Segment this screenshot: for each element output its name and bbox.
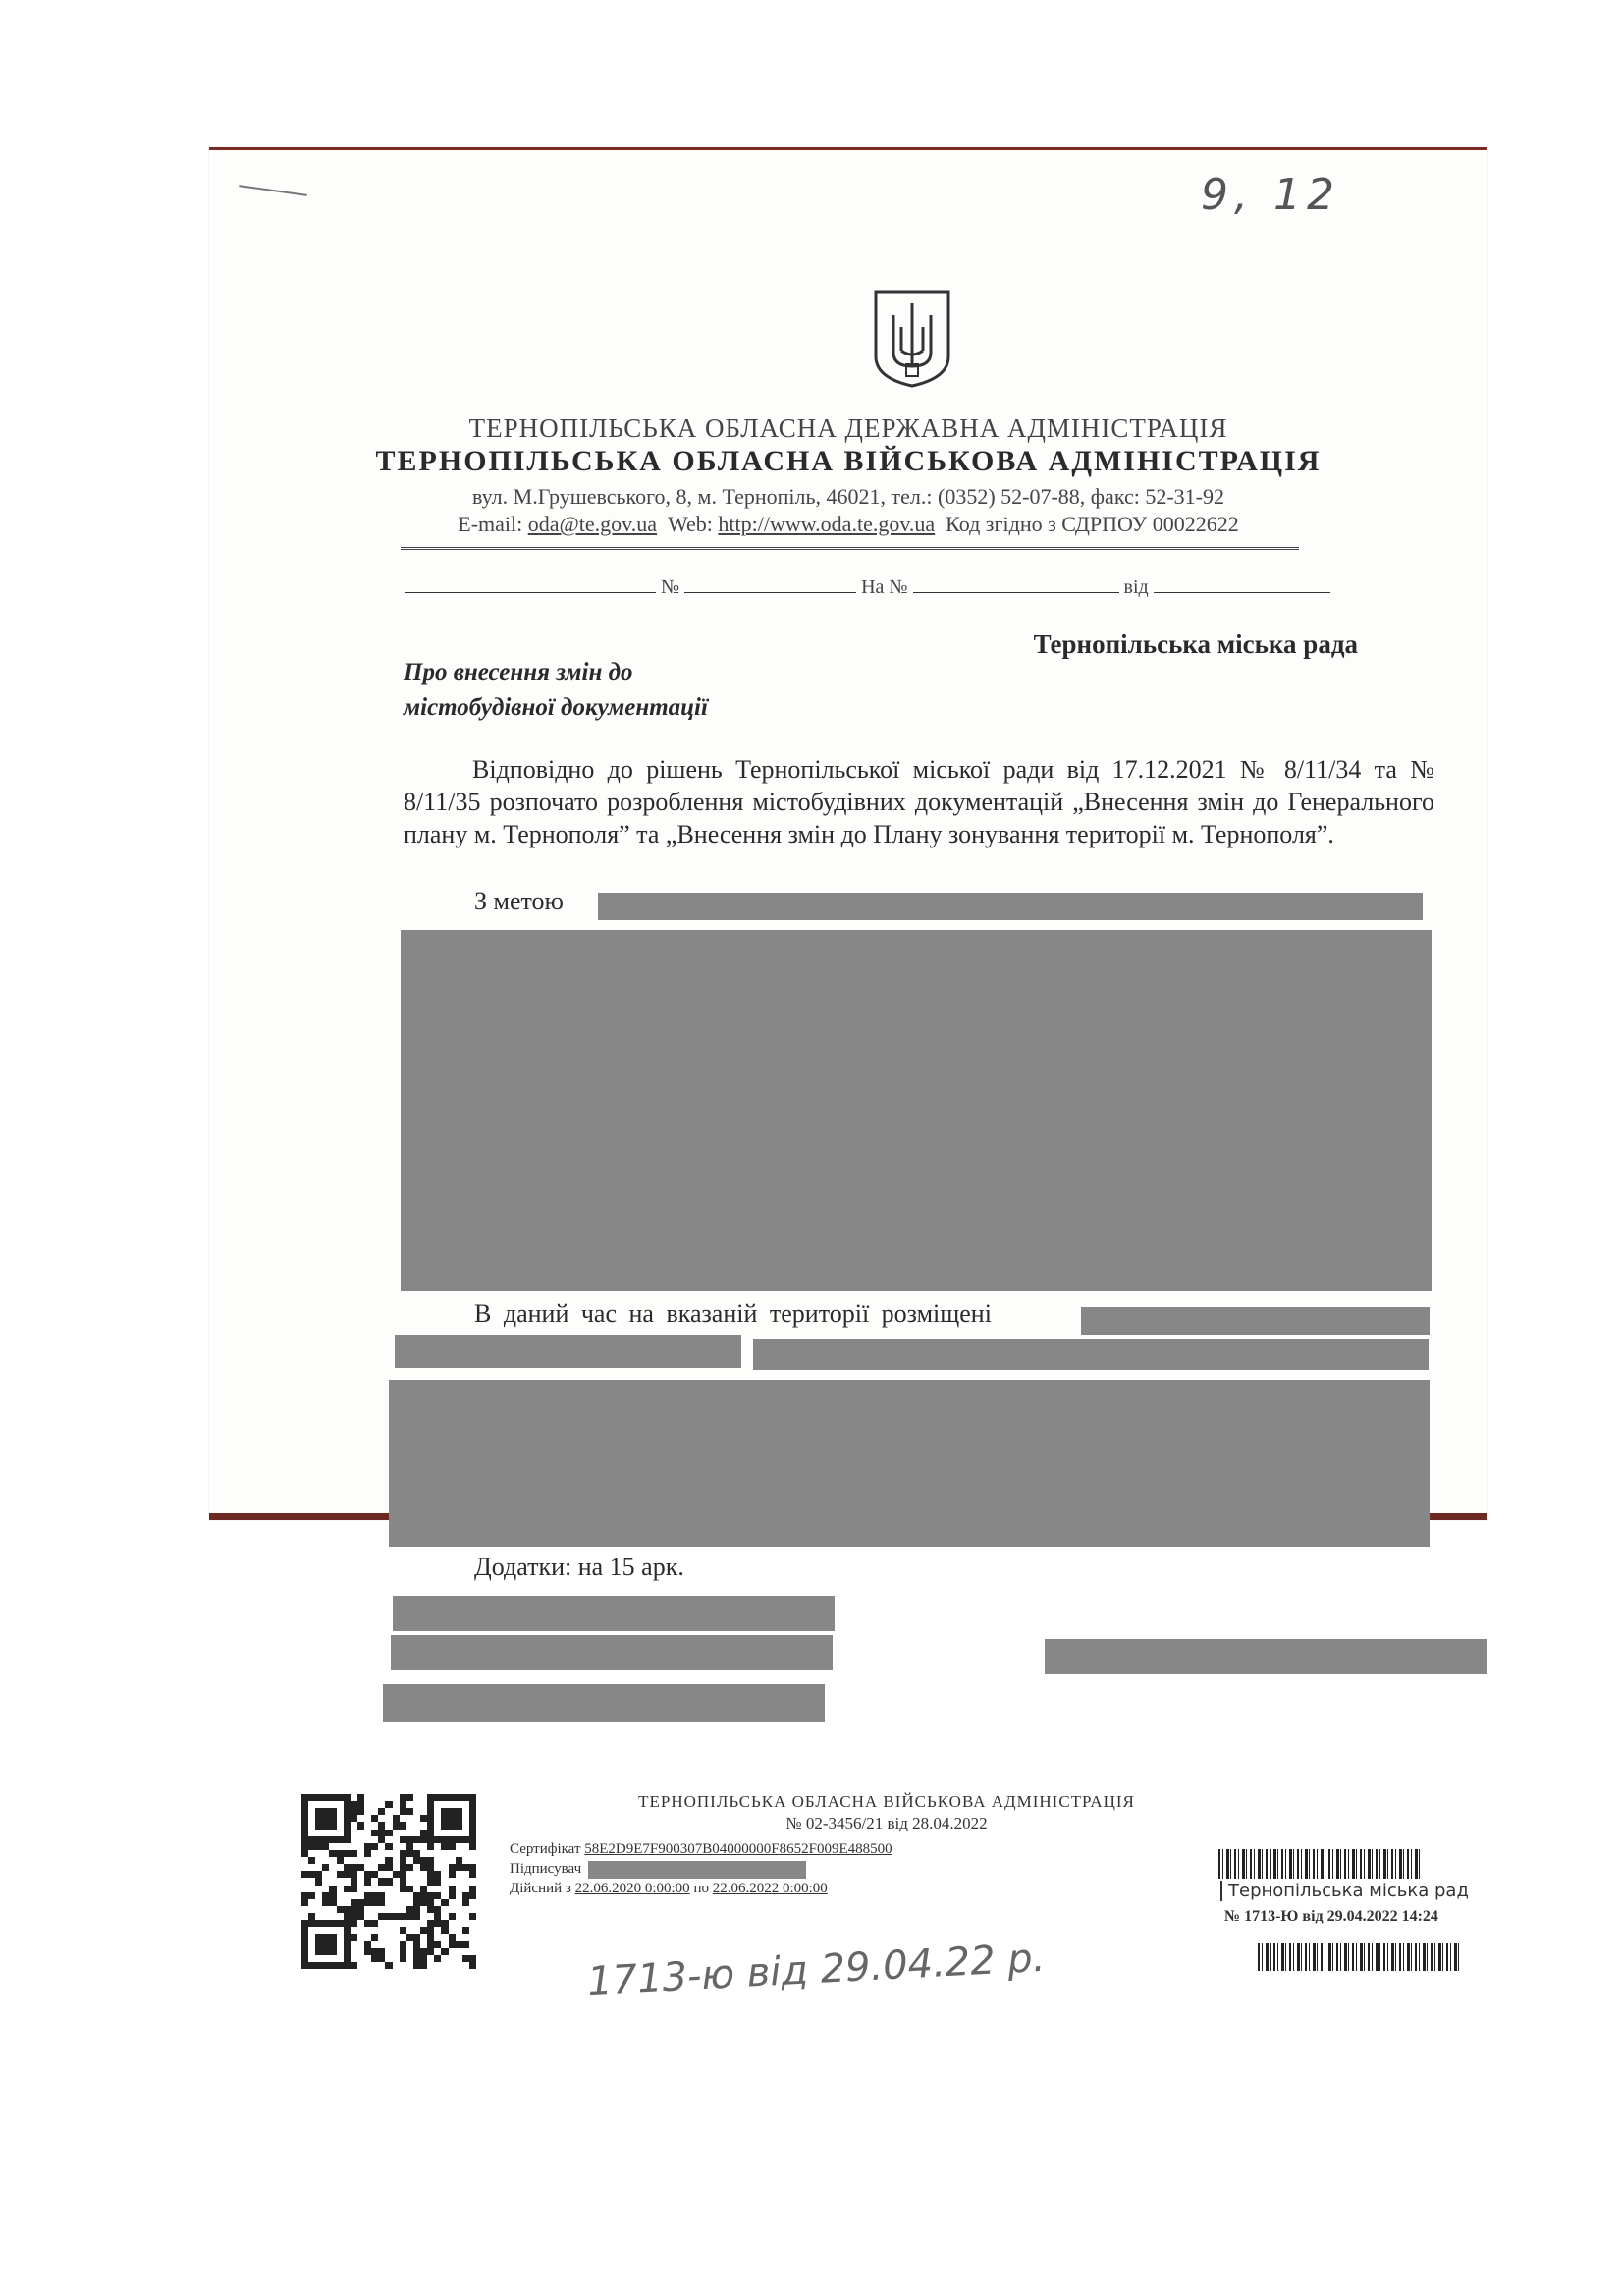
registration-number: № 1713-Ю від 29.04.2022 14:24: [1224, 1908, 1438, 1925]
certificate-number: 58E2D9E7F900307B04000000F8652F009E488500: [584, 1841, 892, 1857]
redaction-block: [588, 1861, 806, 1879]
redaction-block: [1045, 1639, 1487, 1674]
redaction-block: [753, 1339, 1429, 1370]
registration-barcode-top: [1218, 1849, 1423, 1879]
incoming-number-blank: [913, 574, 1119, 593]
signer-line: [510, 1861, 581, 1878]
redaction-block: [401, 930, 1432, 1291]
outgoing-date-blank: [406, 574, 656, 593]
handwritten-note-top: 9, 12: [1201, 170, 1340, 220]
number-label: №: [661, 576, 680, 598]
certificate-label: Сертифікат: [510, 1841, 581, 1857]
registration-barcode-bottom: [1258, 1943, 1462, 1971]
valid-to-label: по: [693, 1881, 709, 1896]
document-sheet: [209, 147, 1487, 2005]
handwritten-note-bottom: 1713-ю від 29.04.22 р.: [586, 1935, 1047, 2005]
header-divider: [401, 547, 1299, 550]
redaction-block: [383, 1684, 825, 1722]
web-link[interactable]: http://www.oda.te.gov.ua: [718, 512, 936, 536]
valid-to: 22.06.2022 0:00:00: [712, 1881, 828, 1896]
redaction-block: [598, 893, 1423, 920]
body-paragraph-3-start: В даний час на вказаній території розміщені: [474, 1299, 992, 1328]
valid-from-label: Дійсний з: [510, 1881, 571, 1896]
pencil-mark: [239, 185, 307, 196]
subject-line-1: Про внесення змін до: [404, 659, 633, 685]
redaction-block: [391, 1635, 833, 1670]
qr-code: [301, 1794, 476, 1969]
coat-of-arms-icon: [872, 288, 952, 390]
certificate-line: [510, 1841, 892, 1858]
edrpou-code: Код згідно з СДРПОУ 00022622: [946, 512, 1239, 536]
redaction-block: [393, 1596, 835, 1631]
subject-line-2: містобудівної документації: [404, 694, 708, 721]
header-line-2: ТЕРНОПІЛЬСЬКА ОБЛАСНА ВІЙСЬКОВА АДМІНІСТРАЦІЯ: [375, 445, 1322, 477]
valid-from: 22.06.2020 0:00:00: [574, 1881, 690, 1896]
addressee: Тернопільська міська рада: [1033, 629, 1358, 659]
body-paragraph-2-start: З метою: [474, 887, 564, 915]
redaction-block: [389, 1380, 1430, 1547]
incoming-date-blank: [1154, 574, 1330, 593]
header-address: вул. М.Грушевського, 8, м. Тернопіль, 46021, тел.: (0352) 52-07-88, факс: 52-31-92: [472, 484, 1224, 509]
header-line-1: ТЕРНОПІЛЬСЬКА ОБЛАСНА ДЕРЖАВНА АДМІНІСТРАЦІЯ: [468, 413, 1228, 443]
web-label: Web:: [668, 512, 713, 536]
redaction-block: [395, 1335, 741, 1368]
redaction-block: [1081, 1307, 1430, 1335]
signer-label: Підписувач: [510, 1861, 582, 1877]
validity-line: [510, 1881, 828, 1897]
outgoing-number-blank: [684, 574, 856, 593]
registration-org: Тернопільська міська рад: [1220, 1881, 1469, 1901]
subject: [404, 655, 708, 726]
attachments-note: Додатки: на 15 арк.: [474, 1553, 684, 1581]
incoming-number-label: На №: [861, 576, 908, 598]
esign-org: ТЕРНОПІЛЬСЬКА ОБЛАСНА ВІЙСЬКОВА АДМІНІСТРАЦІЯ: [638, 1792, 1135, 1811]
date-label: від: [1123, 576, 1149, 598]
email-link[interactable]: oda@te.gov.ua: [527, 512, 657, 536]
header-contacts: [209, 512, 1487, 537]
esign-number: № 02-3456/21 від 28.04.2022: [785, 1814, 988, 1832]
body-paragraph-1: Відповідно до рішень Тернопільської міської ради від 17.12.2021 № 8/11/34 та № 8/11/35 розпочато розроблення містобудівних документацій „Внесення змін до Генерального плану м. Тернополя” та „Внесення змін до Плану зонування території м. Тернополя”.: [404, 755, 1434, 848]
reference-line: [406, 574, 1330, 599]
email-label: E-mail:: [458, 512, 523, 536]
